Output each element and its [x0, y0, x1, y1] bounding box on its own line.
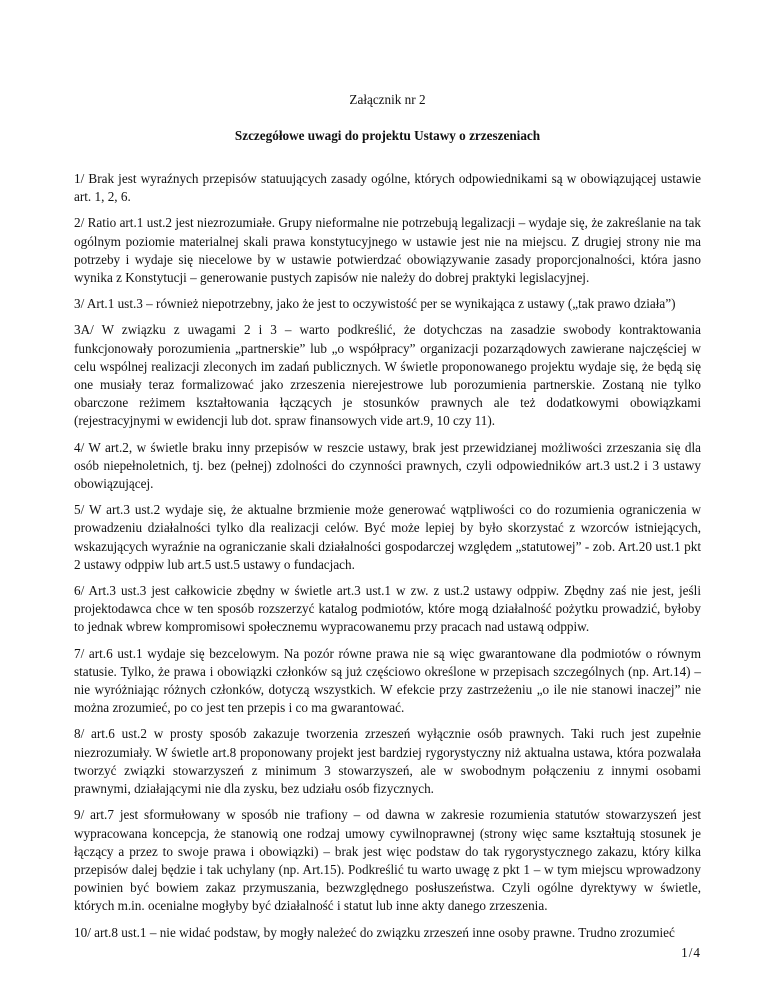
paragraph-2: 2/ Ratio art.1 ust.2 jest niezrozumiałe. Grupy nieformalne nie potrzebują legalizacji – wydaje się, że zakreślanie na tak ogólnym poziomie materialnej skali prawa konstytucyjnego w ustawie jest nie na miejscu. Z drugiej strony nie ma potrzeby i wydaje się niecelowe by w ustawie potwierdzać obowiązywanie zasady proporcjonalności, która jasno wynika z Konstytucji – generowanie pustych zapisów nie należy do dobrej praktyki legislacyjnej.	[74, 215, 701, 286]
paragraph-6: 6/ Art.3 ust.3 jest całkowicie zbędny w świetle art.3 ust.1 w zw. z ust.2 ustawy odppiw. Zbędny zaś nie jest, jeśli projektodawca chce w ten sposób rozszerzyć katalog podmiotów, które mogą działalność pożytku prowadzić, byłoby to jednak wbrew kompromisowi społecznemu wypracowanemu przy pracach nad ustawą odppiw.	[74, 583, 701, 635]
paragraph-3: 3/ Art.1 ust.3 – również niepotrzebny, jako że jest to oczywistość per se wynikająca z ustawy („tak prawo działa”)	[74, 296, 676, 312]
paragraph-3a: 3A/ W związku z uwagami 2 i 3 – warto podkreślić, że dotychczas na zasadzie swobody kontraktowania funkcjonowały porozumienia „partnerskie” lub „o współpracy” organizacji pozarządowych zawierane najczęściej w celu wspólnej realizacji zleconych im zadań publicznych. W świetle proponowanego projektu wydaje się, że będą się one musiały teraz formalizować jako zrzeszenia nierejestrowe lub porozumienia partnerskie. Zostaną nie tylko obarczone reżimem kształtowania łączących je stosunków prawnych ale też dodatkowymi obowiązkami (rejestracyjnymi w ewidencji lub dot. spraw finansowych vide art.9, 10 czy 11).	[74, 322, 701, 429]
paragraph-1: 1/ Brak jest wyraźnych przepisów statuujących zasady ogólne, których odpowiednikami są w obowiązującej ustawie art. 1, 2, 6.	[74, 171, 701, 205]
document-page	[74, 0, 701, 994]
paragraph-10: 10/ art.8 ust.1 – nie widać podstaw, by mogły należeć do związku zrzeszeń inne osoby prawne. Trudno zrozumieć	[74, 924, 675, 940]
paragraph-4: 4/ W art.2, w świetle braku inny przepisów w reszcie ustawy, brak jest przewidzianej możliwości zrzeszania się dla osób niepełnoletnich, tj. bez (pełnej) zdolności do czynności prawnych, czyli odpowiedników art.3 ust.2 i 3 ustawy obowiązującej.	[74, 439, 701, 492]
paragraph-9: 9/ art.7 jest sformułowany w sposób nie trafiony – od dawna w zakresie rozumienia statutów stowarzyszeń jest wypracowana koncepcja, że stanowią one rodzaj umowy cywilnoprawnej (strony więc same kształtują stosunek je łączący a przez to swoje prawa i obowiązki) – brak jest więc podstaw do tak rygorystycznego zakazu, który kilka przepisów dalej będzie i tak uchylany (np. Art.15). Podkreślić tu warto uwagę z pkt 1 – w tym miejscu wprowadzony powinien być bowiem zakaz przymuszania, bezwzględnego posłuszeństwa. Czyli ogólne dyrektywy w świetle, których m.in. ocenialne mogłyby być działalność i statut lub inne akty danego zrzeszenia.	[74, 807, 701, 914]
paragraph-7: 7/ art.6 ust.1 wydaje się bezcelowym. Na pozór równe prawa nie są więc gwarantowane dla podmiotów o równym statusie. Tylko, że prawa i obowiązki członków są już częściowo określone w przepisach szczególnych (np. Art.14) – nie wyróżniając różnych członków, dotyczą wszystkich. W efekcie przy zastrzeżeniu „o ile nie stanowi inaczej” nie można zrozumieć, po co jest ten przepis i co ma gwarantować.	[74, 645, 701, 716]
document-body	[74, 170, 701, 950]
paragraph-5: 5/ W art.3 ust.2 wydaje się, że aktualne brzmienie może generować wątpliwości co do rozumienia ograniczenia w prowadzeniu działalności tylko dla realizacji celów. Być może lepiej by było skorzystać z wzorców istniejących, wskazujących wyraźnie na ograniczanie skali działalności gospodarczej względem „statutowej” - zob. Art.20 ust.1 pkt 2 ustawy odppiw lub art.5 ust.5 ustawy o fundacjach.	[74, 502, 701, 572]
page-number: 1/4	[681, 945, 701, 960]
document-title: Szczegółowe uwagi do projektu Ustawy o zrzeszeniach	[234, 128, 541, 143]
paragraph-8: 8/ art.6 ust.2 w prosty sposób zakazuje tworzenia zrzeszeń wyłącznie osób prawnych. Taki ruch jest zupełnie niezrozumiały. W świetle art.8 proponowany projekt jest bardziej rygorystyczny niż aktualna ustawa, która pozwalała tworzyć związki stowarzyszeń z minimum 3 stowarzyszeń, ale w swobodnym połączeniu z innymi osobami prawnymi, działającymi nie dla zysku, bez udziału osób fizycznych.	[74, 726, 701, 797]
annex-label: Załącznik nr 2	[349, 92, 426, 107]
